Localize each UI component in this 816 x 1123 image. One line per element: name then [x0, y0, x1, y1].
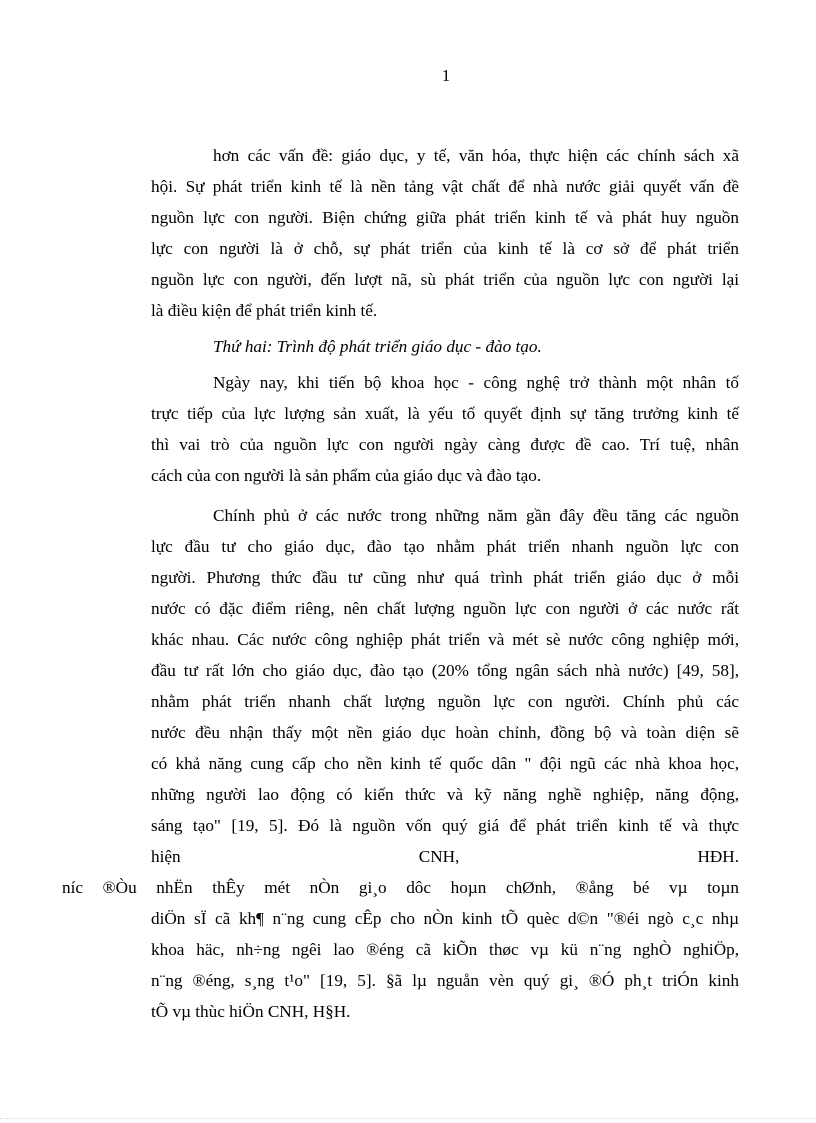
- text-line: Ngày nay, khi tiến bộ khoa học - công nghệ trở thành một nhân tố: [213, 373, 739, 392]
- text-line: nguồn lực con người, đến lượt nã, sù phát triển của nguồn lực con người lại: [151, 270, 739, 289]
- text-line: có khả năng cung cấp cho nền kinh tế quốc dân " đội ngũ các nhà khoa học,: [151, 754, 739, 773]
- text-line: hơn các vấn đề: giáo dục, y tế, văn hóa, thực hiện các chính sách xã: [213, 146, 739, 165]
- text-line: tÕ vµ thùc hiÖn CNH, H§H.: [151, 1002, 351, 1021]
- text-line: nước có đặc điểm riêng, nên chất lượng nguồn lực con người ở các nước rất: [151, 599, 739, 618]
- text-line: thì vai trò của nguồn lực con người ngày càng được đề cao. Trí tuệ, nhân: [151, 435, 739, 454]
- page-bottom-rule: [0, 1118, 816, 1119]
- text-line: lực đầu tư cho giáo dục, đào tạo nhằm phát triển nhanh nguồn lực con: [151, 537, 739, 556]
- text-line: cách của con người là sản phẩm của giáo dục và đào tạo.: [151, 466, 542, 485]
- text-line: diÖn sÏ cã kh¶ n¨ng cung cÊp cho nÒn kinh tÕ quèc d©n "®éi ngò c¸c nhµ: [151, 909, 739, 928]
- text-line: khoa häc, nh÷ng ngêi lao ®éng cã kiÕn thøc vµ kü n¨ng nghÒ nghiÖp,: [151, 940, 739, 959]
- text-line: trực tiếp của lực lượng sản xuất, là yếu tố quyết định sự tăng trưởng kinh tế: [151, 404, 739, 423]
- text-line: sáng tạo" [19, 5]. Đó là nguồn vốn quý giá để phát triển kinh tế và thực: [151, 816, 739, 835]
- text-line: n¨ng ®éng, s¸ng t¹o" [19, 5]. §ã lµ nguån vèn quý gi¸ ®Ó ph¸t triÓn kinh: [151, 971, 739, 990]
- text-line: đầu tư rất lớn cho giáo dục, đào tạo (20% tổng ngân sách nhà nước) [49, 58],: [151, 661, 739, 680]
- text-line: là điều kiện để phát triển kinh tế.: [151, 301, 378, 320]
- text-line: những người lao động có kiến thức và kỹ năng nghề nghiệp, năng động,: [151, 785, 739, 804]
- page-number: 1: [441, 66, 451, 85]
- text-line: nguồn lực con người. Biện chứng giữa phát triển kinh tế và phát huy nguồn: [151, 208, 739, 227]
- text-line: níc ®Òu nhËn thÊy mét nÒn gi¸o dôc hoµn chØnh, ®ång bé vµ toµn: [62, 878, 739, 897]
- text-line: nước đều nhận thấy một nền giáo dục hoàn chỉnh, đồng bộ và toàn diện sẽ: [151, 723, 739, 742]
- text-line: Chính phủ ở các nước trong những năm gần đây đều tăng các nguồn: [213, 506, 739, 525]
- text-line: lực con người là ở chỗ, sự phát triển của kinh tế là cơ sở để phát triển: [151, 239, 739, 258]
- section-heading: Thứ hai: Trình độ phát triển giáo dục - đào tạo.: [213, 337, 542, 356]
- text-line: hội. Sự phát triển kinh tế là nền tảng vật chất để nhà nước giải quyết vấn đề: [151, 177, 739, 196]
- text-line: khác nhau. Các nước công nghiệp phát triển và mét sè nước công nghiệp mới,: [151, 630, 739, 649]
- body-text: [62, 140, 739, 1027]
- text-line: người. Phương thức đầu tư cũng như quá trình phát triển giáo dục ở mỗi: [151, 568, 739, 587]
- text-line: nhằm phát triển nhanh chất lượng nguồn lực con người. Chính phủ các: [151, 692, 739, 711]
- text-line: hiện CNH, HĐH.: [151, 847, 739, 866]
